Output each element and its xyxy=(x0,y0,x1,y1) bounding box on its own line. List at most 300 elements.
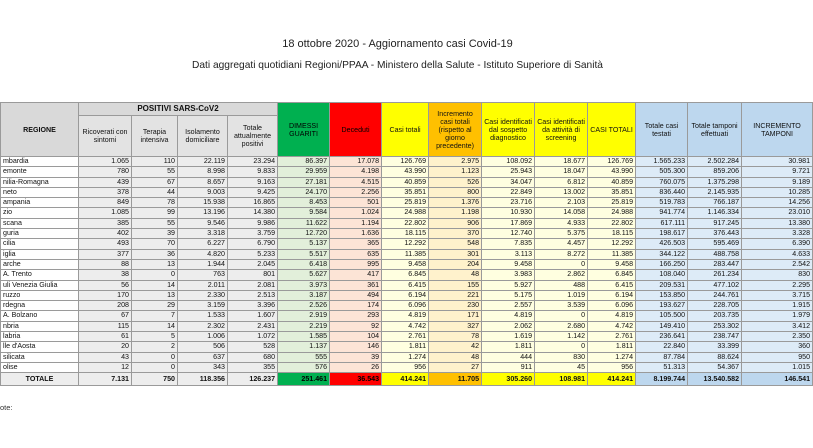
value-cell: 55 xyxy=(132,218,178,228)
value-cell: 261.234 xyxy=(688,270,742,280)
value-cell: 1.811 xyxy=(382,342,429,352)
value-cell: 760.075 xyxy=(636,177,688,187)
value-cell: 104 xyxy=(330,332,382,342)
value-cell: 2.975 xyxy=(429,157,482,167)
value-cell: 576 xyxy=(278,362,330,372)
region-header: REGIONE xyxy=(1,103,79,157)
value-cell: 5.517 xyxy=(278,249,330,259)
table-row xyxy=(1,249,813,259)
value-cell: 1.065 xyxy=(79,157,132,167)
value-cell: 203.735 xyxy=(688,311,742,321)
table-row xyxy=(1,229,813,239)
value-cell: 3.715 xyxy=(742,290,813,300)
value-cell: 1.123 xyxy=(429,167,482,177)
value-cell: 7.835 xyxy=(482,239,535,249)
value-cell: 5.175 xyxy=(482,290,535,300)
value-cell: 40.859 xyxy=(382,177,429,187)
value-cell: 906 xyxy=(429,218,482,228)
value-cell: 153.850 xyxy=(636,290,688,300)
region-cell: guria xyxy=(1,229,79,239)
table-row xyxy=(1,362,813,372)
value-cell: 236.641 xyxy=(636,332,688,342)
col-header-ricoverati: Ricoverati con sintomi xyxy=(79,116,132,157)
value-cell: 2.081 xyxy=(228,280,278,290)
page-title: 18 ottobre 2020 - Aggiornamento casi Covid-19 xyxy=(282,38,513,50)
value-cell: 2.502.284 xyxy=(688,157,742,167)
total-value-cell: 750 xyxy=(132,373,178,386)
value-cell: 5.627 xyxy=(278,270,330,280)
value-cell: 2.862 xyxy=(535,270,588,280)
value-cell: 67 xyxy=(79,311,132,321)
value-cell: 22.802 xyxy=(382,218,429,228)
value-cell: 2.256 xyxy=(330,187,382,197)
table-body xyxy=(1,157,813,386)
total-value-cell: 13.540.582 xyxy=(688,373,742,386)
value-cell: 6.390 xyxy=(742,239,813,249)
value-cell: 36 xyxy=(132,249,178,259)
value-cell: 1.274 xyxy=(382,352,429,362)
value-cell: 92 xyxy=(330,321,382,331)
value-cell: 44 xyxy=(132,187,178,197)
value-cell: 12 xyxy=(79,362,132,372)
positivi-header: POSITIVI SARS-CoV2 xyxy=(79,103,278,116)
value-cell: 402 xyxy=(79,229,132,239)
value-cell: 2.761 xyxy=(588,332,636,342)
total-value-cell: 36.543 xyxy=(330,373,382,386)
value-cell: 14.380 xyxy=(228,208,278,218)
value-cell: 12.720 xyxy=(278,229,330,239)
value-cell: 0 xyxy=(535,311,588,321)
region-cell: lle d'Aosta xyxy=(1,342,79,352)
value-cell: 956 xyxy=(382,362,429,372)
value-cell: 9.986 xyxy=(228,218,278,228)
col-header-incremento-tamponi: INCREMENTO TAMPONI xyxy=(742,103,813,157)
col-header-screening: Casi identificati da attività di screening xyxy=(535,103,588,157)
table-row xyxy=(1,177,813,187)
value-cell: 27 xyxy=(429,362,482,372)
value-cell: 505.300 xyxy=(636,167,688,177)
value-cell: 9.425 xyxy=(228,187,278,197)
total-value-cell: 251.461 xyxy=(278,373,330,386)
region-cell: nilia-Romagna xyxy=(1,177,79,187)
region-cell: ampania xyxy=(1,198,79,208)
value-cell: 42 xyxy=(429,342,482,352)
value-cell: 43.990 xyxy=(588,167,636,177)
col-header-casi-testati: Totale casi testati xyxy=(636,103,688,157)
value-cell: 2.302 xyxy=(178,321,228,331)
value-cell: 3.187 xyxy=(278,290,330,300)
value-cell: 365 xyxy=(330,239,382,249)
value-cell: 0 xyxy=(132,270,178,280)
value-cell: 10.285 xyxy=(742,187,813,197)
value-cell: 3.318 xyxy=(178,229,228,239)
value-cell: 5.375 xyxy=(535,229,588,239)
value-cell: 4.742 xyxy=(588,321,636,331)
value-cell: 6.227 xyxy=(178,239,228,249)
value-cell: 378 xyxy=(79,187,132,197)
value-cell: 108.040 xyxy=(636,270,688,280)
value-cell: 0 xyxy=(132,352,178,362)
total-value-cell: 8.199.744 xyxy=(636,373,688,386)
value-cell: 221 xyxy=(429,290,482,300)
value-cell: 488.758 xyxy=(688,249,742,259)
value-cell: 2.062 xyxy=(482,321,535,331)
value-cell: 198.617 xyxy=(636,229,688,239)
value-cell: 637 xyxy=(178,352,228,362)
value-cell: 230 xyxy=(429,301,482,311)
value-cell: 86.397 xyxy=(278,157,330,167)
value-cell: 1.015 xyxy=(742,362,813,372)
value-cell: 617.111 xyxy=(636,218,688,228)
value-cell: 24.988 xyxy=(588,208,636,218)
value-cell: 17.078 xyxy=(330,157,382,167)
value-cell: 2.219 xyxy=(278,321,330,331)
note-label: ote: xyxy=(0,403,13,412)
value-cell: 528 xyxy=(228,342,278,352)
value-cell: 3.973 xyxy=(278,280,330,290)
table-row xyxy=(1,352,813,362)
value-cell: 1.198 xyxy=(429,208,482,218)
value-cell: 956 xyxy=(588,362,636,372)
value-cell: 343 xyxy=(178,362,228,372)
table-row xyxy=(1,321,813,331)
region-cell: iglia xyxy=(1,249,79,259)
region-cell: labria xyxy=(1,332,79,342)
value-cell: 166.250 xyxy=(636,259,688,269)
value-cell: 238.747 xyxy=(688,332,742,342)
value-cell: 8.998 xyxy=(178,167,228,177)
region-cell: A. Trento xyxy=(1,270,79,280)
value-cell: 13.002 xyxy=(535,187,588,197)
value-cell: 3.328 xyxy=(742,229,813,239)
value-cell: 1.915 xyxy=(742,301,813,311)
value-cell: 2.045 xyxy=(228,259,278,269)
value-cell: 1.006 xyxy=(178,332,228,342)
value-cell: 9.546 xyxy=(178,218,228,228)
value-cell: 801 xyxy=(228,270,278,280)
value-cell: 2.330 xyxy=(178,290,228,300)
value-cell: 0 xyxy=(132,362,178,372)
value-cell: 1.375.298 xyxy=(688,177,742,187)
value-cell: 23.294 xyxy=(228,157,278,167)
value-cell: 34.047 xyxy=(482,177,535,187)
value-cell: 501 xyxy=(330,198,382,208)
region-cell: arche xyxy=(1,259,79,269)
value-cell: 126.769 xyxy=(588,157,636,167)
value-cell: 941.774 xyxy=(636,208,688,218)
value-cell: 1.085 xyxy=(79,208,132,218)
value-cell: 6.418 xyxy=(278,259,330,269)
value-cell: 12.740 xyxy=(482,229,535,239)
value-cell: 9.163 xyxy=(228,177,278,187)
table-row xyxy=(1,218,813,228)
value-cell: 8.453 xyxy=(278,198,330,208)
value-cell: 6.096 xyxy=(588,301,636,311)
value-cell: 506 xyxy=(178,342,228,352)
value-cell: 488 xyxy=(535,280,588,290)
table-row xyxy=(1,311,813,321)
region-cell: neto xyxy=(1,187,79,197)
value-cell: 11.622 xyxy=(278,218,330,228)
value-cell: 283.447 xyxy=(688,259,742,269)
value-cell: 555 xyxy=(278,352,330,362)
value-cell: 4.457 xyxy=(535,239,588,249)
value-cell: 4.819 xyxy=(588,311,636,321)
value-cell: 7 xyxy=(132,311,178,321)
table-row xyxy=(1,332,813,342)
value-cell: 1.274 xyxy=(588,352,636,362)
value-cell: 204 xyxy=(429,259,482,269)
value-cell: 16.865 xyxy=(228,198,278,208)
col-header-deceduti: Deceduti xyxy=(330,103,382,157)
region-cell: A. Bolzano xyxy=(1,311,79,321)
value-cell: 2.919 xyxy=(278,311,330,321)
value-cell: 1.533 xyxy=(178,311,228,321)
value-cell: 5.233 xyxy=(228,249,278,259)
value-cell: 950 xyxy=(742,352,813,362)
value-cell: 13.196 xyxy=(178,208,228,218)
value-cell: 444 xyxy=(482,352,535,362)
value-cell: 830 xyxy=(535,352,588,362)
value-cell: 155 xyxy=(429,280,482,290)
value-cell: 51.313 xyxy=(636,362,688,372)
table-row xyxy=(1,239,813,249)
col-header-tamponi: Totale tamponi effettuati xyxy=(688,103,742,157)
value-cell: 1.607 xyxy=(228,311,278,321)
value-cell: 1.142 xyxy=(535,332,588,342)
value-cell: 174 xyxy=(330,301,382,311)
value-cell: 9.189 xyxy=(742,177,813,187)
value-cell: 115 xyxy=(79,321,132,331)
value-cell: 25.819 xyxy=(588,198,636,208)
total-label: TOTALE xyxy=(1,373,79,386)
value-cell: 2.295 xyxy=(742,280,813,290)
value-cell: 27.181 xyxy=(278,177,330,187)
value-cell: 253.302 xyxy=(688,321,742,331)
value-cell: 12.292 xyxy=(588,239,636,249)
value-cell: 2.431 xyxy=(228,321,278,331)
value-cell: 209.531 xyxy=(636,280,688,290)
value-cell: 4.933 xyxy=(535,218,588,228)
value-cell: 18.115 xyxy=(588,229,636,239)
value-cell: 385 xyxy=(79,218,132,228)
value-cell: 22.802 xyxy=(588,218,636,228)
value-cell: 3.159 xyxy=(178,301,228,311)
value-cell: 2.557 xyxy=(482,301,535,311)
table-row xyxy=(1,290,813,300)
covid-data-table xyxy=(0,102,813,386)
col-header-casi-totali: Casi totali xyxy=(382,103,429,157)
value-cell: 35.851 xyxy=(588,187,636,197)
value-cell: 8.657 xyxy=(178,177,228,187)
value-cell: 1.811 xyxy=(588,342,636,352)
value-cell: 1.019 xyxy=(535,290,588,300)
value-cell: 18.047 xyxy=(535,167,588,177)
value-cell: 680 xyxy=(228,352,278,362)
value-cell: 370 xyxy=(429,229,482,239)
value-cell: 25.943 xyxy=(482,167,535,177)
value-cell: 33.399 xyxy=(688,342,742,352)
value-cell: 4.742 xyxy=(382,321,429,331)
value-cell: 9.458 xyxy=(482,259,535,269)
total-value-cell: 11.705 xyxy=(429,373,482,386)
value-cell: 3.396 xyxy=(228,301,278,311)
region-cell: nbria xyxy=(1,321,79,331)
page-subtitle: Dati aggregati quotidiani Regioni/PPAA - Ministero della Salute - Istituto Superiore di Sanità xyxy=(192,60,603,71)
total-value-cell: 414.241 xyxy=(382,373,429,386)
value-cell: 477.102 xyxy=(688,280,742,290)
value-cell: 494 xyxy=(330,290,382,300)
value-cell: 5.927 xyxy=(482,280,535,290)
region-cell: ruzzo xyxy=(1,290,79,300)
value-cell: 6.790 xyxy=(228,239,278,249)
value-cell: 8.272 xyxy=(535,249,588,259)
total-value-cell: 414.241 xyxy=(588,373,636,386)
value-cell: 4.819 xyxy=(482,311,535,321)
value-cell: 14.058 xyxy=(535,208,588,218)
value-cell: 170 xyxy=(79,290,132,300)
value-cell: 22.119 xyxy=(178,157,228,167)
value-cell: 38 xyxy=(79,270,132,280)
value-cell: 2.103 xyxy=(535,198,588,208)
table-wrapper xyxy=(0,102,811,386)
value-cell: 18.115 xyxy=(382,229,429,239)
value-cell: 6.194 xyxy=(382,290,429,300)
value-cell: 9.003 xyxy=(178,187,228,197)
value-cell: 9.833 xyxy=(228,167,278,177)
value-cell: 327 xyxy=(429,321,482,331)
value-cell: 3.983 xyxy=(482,270,535,280)
region-cell: olise xyxy=(1,362,79,372)
value-cell: 2.542 xyxy=(742,259,813,269)
value-cell: 0 xyxy=(535,259,588,269)
value-cell: 1.636 xyxy=(330,229,382,239)
table-row xyxy=(1,342,813,352)
value-cell: 6.415 xyxy=(382,280,429,290)
value-cell: 4.198 xyxy=(330,167,382,177)
table-row xyxy=(1,270,813,280)
value-cell: 2 xyxy=(132,342,178,352)
value-cell: 9.584 xyxy=(278,208,330,218)
value-cell: 995 xyxy=(330,259,382,269)
value-cell: 780 xyxy=(79,167,132,177)
region-cell: cilia xyxy=(1,239,79,249)
value-cell: 849 xyxy=(79,198,132,208)
value-cell: 344.122 xyxy=(636,249,688,259)
value-cell: 519.783 xyxy=(636,198,688,208)
value-cell: 426.503 xyxy=(636,239,688,249)
col-header-isolamento: Isolamento domiciliare xyxy=(178,116,228,157)
value-cell: 70 xyxy=(132,239,178,249)
value-cell: 1.811 xyxy=(482,342,535,352)
value-cell: 595.469 xyxy=(688,239,742,249)
value-cell: 10.930 xyxy=(482,208,535,218)
value-cell: 4.515 xyxy=(330,177,382,187)
value-cell: 78 xyxy=(429,332,482,342)
value-cell: 23.010 xyxy=(742,208,813,218)
value-cell: 766.187 xyxy=(688,198,742,208)
value-cell: 13 xyxy=(132,290,178,300)
value-cell: 859.206 xyxy=(688,167,742,177)
value-cell: 3.539 xyxy=(535,301,588,311)
value-cell: 11.385 xyxy=(382,249,429,259)
value-cell: 87.784 xyxy=(636,352,688,362)
value-cell: 3.759 xyxy=(228,229,278,239)
value-cell: 4.819 xyxy=(382,311,429,321)
value-cell: 26 xyxy=(330,362,382,372)
value-cell: 99 xyxy=(132,208,178,218)
value-cell: 1.072 xyxy=(228,332,278,342)
value-cell: 14.256 xyxy=(742,198,813,208)
value-cell: 43.990 xyxy=(382,167,429,177)
value-cell: 35.851 xyxy=(382,187,429,197)
value-cell: 2.145.935 xyxy=(688,187,742,197)
value-cell: 12.292 xyxy=(382,239,429,249)
value-cell: 836.440 xyxy=(636,187,688,197)
value-cell: 55 xyxy=(132,167,178,177)
value-cell: 6.415 xyxy=(588,280,636,290)
total-value-cell: 305.260 xyxy=(482,373,535,386)
value-cell: 526 xyxy=(429,177,482,187)
value-cell: 376.443 xyxy=(688,229,742,239)
value-cell: 548 xyxy=(429,239,482,249)
value-cell: 917.245 xyxy=(688,218,742,228)
value-cell: 361 xyxy=(330,280,382,290)
value-cell: 0 xyxy=(535,342,588,352)
table-row xyxy=(1,208,813,218)
value-cell: 105.500 xyxy=(636,311,688,321)
col-header-dimessi: DIMESSI GUARITI xyxy=(278,103,330,157)
value-cell: 17.869 xyxy=(482,218,535,228)
region-cell: emonte xyxy=(1,167,79,177)
value-cell: 39 xyxy=(132,229,178,239)
value-cell: 78 xyxy=(132,198,178,208)
value-cell: 2.680 xyxy=(535,321,588,331)
value-cell: 2.011 xyxy=(178,280,228,290)
value-cell: 1.944 xyxy=(178,259,228,269)
value-cell: 56 xyxy=(79,280,132,290)
value-cell: 2.526 xyxy=(278,301,330,311)
value-cell: 5 xyxy=(132,332,178,342)
col-header-casi-totali-2: CASI TOTALI xyxy=(588,103,636,157)
value-cell: 22.849 xyxy=(482,187,535,197)
value-cell: 244.761 xyxy=(688,290,742,300)
value-cell: 15.938 xyxy=(178,198,228,208)
value-cell: 171 xyxy=(429,311,482,321)
value-cell: 4.633 xyxy=(742,249,813,259)
value-cell: 208 xyxy=(79,301,132,311)
value-cell: 18.677 xyxy=(535,157,588,167)
value-cell: 110 xyxy=(132,157,178,167)
region-cell: silicata xyxy=(1,352,79,362)
value-cell: 830 xyxy=(742,270,813,280)
value-cell: 11.385 xyxy=(588,249,636,259)
value-cell: 9.721 xyxy=(742,167,813,177)
value-cell: 6.194 xyxy=(588,290,636,300)
value-cell: 293 xyxy=(330,311,382,321)
table-row xyxy=(1,157,813,167)
value-cell: 1.137 xyxy=(278,342,330,352)
value-cell: 54.367 xyxy=(688,362,742,372)
value-cell: 108.092 xyxy=(482,157,535,167)
col-header-incremento-casi: Incremento casi totali (rispetto al giorno precedente) xyxy=(429,103,482,157)
region-cell: rdegna xyxy=(1,301,79,311)
value-cell: 493 xyxy=(79,239,132,249)
value-cell: 360 xyxy=(742,342,813,352)
value-cell: 2.513 xyxy=(228,290,278,300)
value-cell: 9.458 xyxy=(588,259,636,269)
value-cell: 24.988 xyxy=(382,208,429,218)
